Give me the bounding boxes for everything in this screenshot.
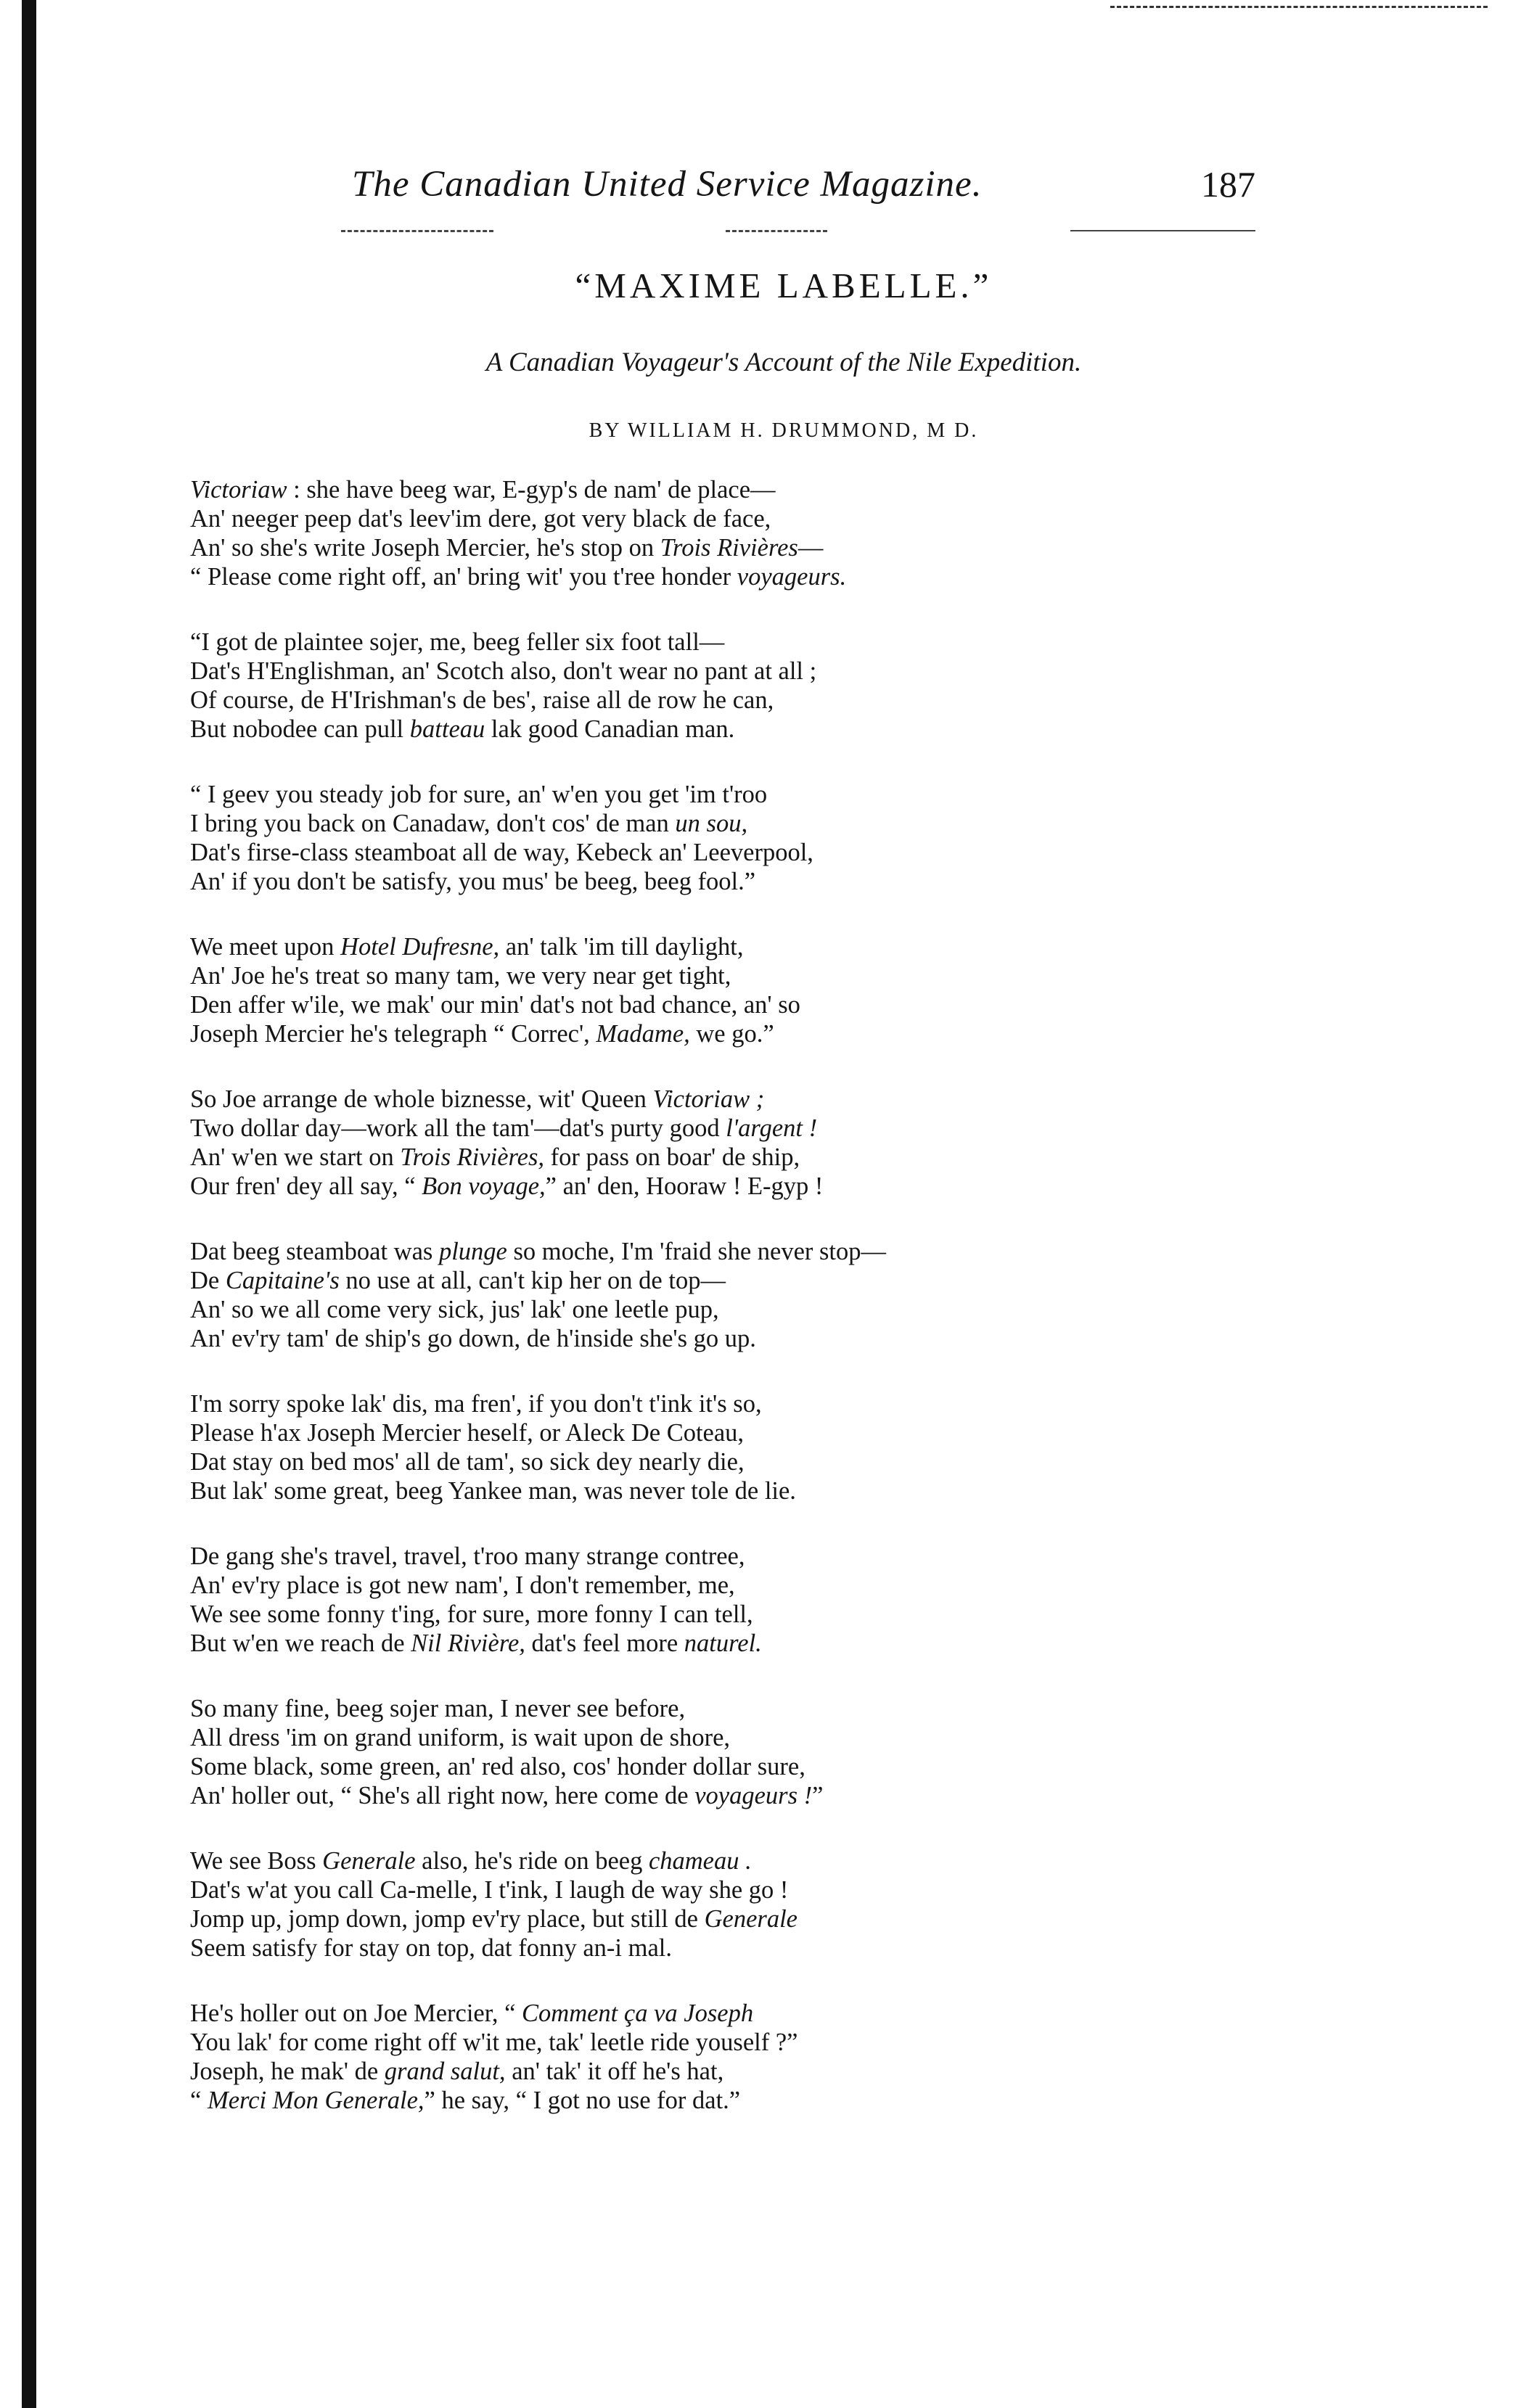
line-text: But lak' some great, beeg Yankee man, was never tole de lie. (190, 1477, 796, 1505)
italic-phrase: chameau . (648, 1847, 752, 1875)
line-text: lak good Canadian man. (485, 715, 735, 743)
line-text: ” (812, 1782, 824, 1809)
line-text: An' neeger peep dat's leev'im dere, got very black de face, (190, 505, 771, 533)
line-text: we go.” (689, 1020, 774, 1048)
italic-phrase: plunge (438, 1238, 507, 1265)
poem-line (190, 1875, 1148, 1904)
header-rule-left (341, 230, 493, 232)
top-rule (1110, 6, 1488, 8)
line-text: De gang she's travel, travel, t'roo many strange contree, (190, 1542, 745, 1570)
poem-line (190, 1418, 1148, 1447)
line-text: ” an' den, Hooraw ! E-gyp ! (545, 1172, 824, 1200)
poem-line (190, 1143, 1148, 1172)
line-text: Of course, de H'Irishman's de bes', raise all de row he can, (190, 686, 774, 714)
line-text: Seem satisfy for stay on top, dat fonny an-i mal. (190, 1934, 672, 1962)
italic-phrase: Hotel Dufresne, (340, 933, 500, 961)
line-text: “ Please come right off, an' bring wit' you t'ree honder (190, 563, 737, 591)
line-text: Dat beeg steamboat was (190, 1238, 439, 1265)
poem-line (190, 780, 1148, 809)
italic-phrase: Trois Rivières, (400, 1143, 545, 1171)
poem-line (190, 715, 1148, 744)
italic-phrase: Victoriaw ; (652, 1085, 765, 1113)
italic-phrase: Trois Rivières (660, 534, 798, 562)
poem-line (190, 1723, 1148, 1752)
stanza (190, 1085, 1148, 1201)
stanza (190, 932, 1148, 1048)
poem-line (190, 1324, 1148, 1353)
poem-title: “MAXIME LABELLE.” (575, 266, 993, 305)
poem-line (190, 1571, 1148, 1600)
line-text: He's holler out on Joe Mercier, “ (190, 2000, 522, 2027)
poem-line (190, 2057, 1148, 2086)
line-text: An' holler out, “ She's all right now, here come de (190, 1782, 695, 1809)
line-text: Two dollar day—work all the tam'—dat's purty good (190, 1114, 726, 1142)
line-text: Dat's firse-class steamboat all de way, Kebeck an' Leeverpool, (190, 839, 813, 866)
poem-line (190, 1846, 1148, 1875)
line-text: : she have beeg war, E-gyp's de nam' de place— (287, 476, 776, 504)
line-text: An' ev'ry place is got new nam', I don't remember, me, (190, 1571, 735, 1599)
poem-line (190, 1476, 1148, 1505)
line-text: ” he say, “ I got no use for dat.” (424, 2087, 741, 2114)
poem-line (190, 686, 1148, 715)
stanza (190, 1389, 1148, 1505)
line-text: So Joe arrange de whole biznesse, wit' Queen (190, 1085, 653, 1113)
italic-phrase: naturel. (684, 1630, 762, 1657)
poem-line (190, 838, 1148, 867)
italic-phrase: Generale (704, 1905, 797, 1933)
poem-line (190, 1019, 1148, 1048)
poem-line (190, 1237, 1148, 1266)
stanza (190, 1999, 1148, 2115)
line-text: De (190, 1267, 226, 1294)
line-text: — (797, 534, 824, 562)
italic-phrase: Merci Mon Generale, (207, 2087, 425, 2114)
poem-line (190, 1172, 1148, 1201)
line-text: We see Boss (190, 1847, 323, 1875)
stanza (190, 1542, 1148, 1658)
line-text: “ (190, 2087, 208, 2114)
line-text: Please h'ax Joseph Mercier heself, or Aleck De Coteau, (190, 1419, 745, 1447)
poem-subtitle: A Canadian Voyageur's Account of the Nile Expedition. (485, 348, 1082, 377)
poem-line (190, 1694, 1148, 1723)
header-rule-right (1070, 230, 1255, 231)
running-title: The Canadian United Service Magazine. (352, 164, 983, 205)
line-text: All dress 'im on grand uniform, is wait upon de shore, (190, 1724, 731, 1751)
running-header (341, 163, 1255, 229)
line-text: no use at all, can't kip her on de top— (339, 1267, 726, 1294)
page-number: 187 (1201, 164, 1255, 205)
poem-line (190, 990, 1148, 1019)
line-text: I bring you back on Canadaw, don't cos' de man (190, 810, 676, 837)
italic-phrase: voyageurs ! (694, 1782, 813, 1809)
italic-phrase: un sou, (675, 810, 748, 837)
poem-line (190, 1600, 1148, 1629)
poem-line (190, 504, 1148, 533)
poem-line (190, 809, 1148, 838)
line-text: Dat's w'at you call Ca-melle, I t'ink, I laugh de way she go ! (190, 1876, 789, 1904)
line-text: We see some fonny t'ing, for sure, more fonny I can tell, (190, 1600, 753, 1628)
italic-phrase: Capitaine's (225, 1267, 340, 1294)
line-text: also, he's ride on beeg (415, 1847, 649, 1875)
poem-line (190, 2086, 1148, 2115)
italic-phrase: Bon voyage, (422, 1172, 546, 1200)
header-rule-center (726, 230, 827, 232)
poem-line (190, 533, 1148, 562)
line-text: An' so we all come very sick, jus' lak' one leetle pup, (190, 1296, 719, 1323)
line-text: So many fine, beeg sojer man, I never see before, (190, 1695, 686, 1722)
scan-edge (22, 0, 36, 2408)
line-text: An' so she's write Joseph Mercier, he's stop on (190, 534, 660, 562)
line-text: Dat stay on bed mos' all de tam', so sick dey nearly die, (190, 1448, 745, 1476)
poem-line (190, 628, 1148, 657)
stanza (190, 475, 1148, 591)
poem-line (190, 1266, 1148, 1295)
italic-phrase: grand salut, (384, 2058, 506, 2085)
line-text: “ I geev you steady job for sure, an' w'en you get 'im t'roo (190, 781, 768, 808)
line-text: “I got de plaintee sojer, me, beeg feller six foot tall— (190, 628, 725, 656)
line-text: Joseph, he mak' de (190, 2058, 385, 2085)
italic-phrase: Nil Rivière, (411, 1630, 525, 1657)
italic-phrase: Generale (322, 1847, 416, 1875)
poem-line (190, 475, 1148, 504)
line-text: an' talk 'im till daylight, (499, 933, 744, 961)
italic-phrase: Comment ça va Joseph (522, 2000, 754, 2027)
italic-phrase: l'argent ! (726, 1114, 818, 1142)
poem-line (190, 1447, 1148, 1476)
poem-line (190, 657, 1148, 686)
italic-phrase: voyageurs. (737, 563, 847, 591)
poem-line (190, 1389, 1148, 1418)
line-text: Jomp up, jomp down, jomp ev'ry place, but still de (190, 1905, 705, 1933)
stanza (190, 1237, 1148, 1353)
line-text: We meet upon (190, 933, 341, 961)
poem-line (190, 1904, 1148, 1934)
poem-line (190, 932, 1148, 961)
italic-phrase: Madame, (596, 1020, 690, 1048)
stanza (190, 1846, 1148, 1963)
stanza (190, 1694, 1148, 1810)
line-text: Den affer w'ile, we mak' our min' dat's not bad chance, an' so (190, 991, 800, 1019)
poem-line (190, 1085, 1148, 1114)
poem-line (190, 1629, 1148, 1658)
poem-line (190, 961, 1148, 990)
line-text: so moche, I'm 'fraid she never stop— (507, 1238, 887, 1265)
line-text: an' tak' it off he's hat, (505, 2058, 724, 2085)
line-text: for pass on boar' de ship, (544, 1143, 800, 1171)
poem-line (190, 1934, 1148, 1963)
line-text: You lak' for come right off w'it me, tak' leetle ride youself ?” (190, 2029, 798, 2056)
line-text: But nobodee can pull (190, 715, 410, 743)
line-text: Dat's H'Englishman, an' Scotch also, don't wear no pant at all ; (190, 657, 817, 685)
line-text: Our fren' dey all say, “ (190, 1172, 422, 1200)
poem-line (190, 1752, 1148, 1781)
poem-line (190, 1295, 1148, 1324)
line-text: An' ev'ry tam' de ship's go down, de h'inside she's go up. (190, 1325, 756, 1352)
poem-line (190, 1999, 1148, 2028)
line-text: But w'en we reach de (190, 1630, 411, 1657)
line-text: An' w'en we start on (190, 1143, 401, 1171)
line-text: I'm sorry spoke lak' dis, ma fren', if you don't t'ink it's so, (190, 1390, 762, 1418)
line-text: Some black, some green, an' red also, cos' honder dollar sure, (190, 1753, 805, 1780)
line-text: An' if you don't be satisfy, you mus' be beeg, beeg fool.” (190, 868, 756, 895)
poem-line (190, 1114, 1148, 1143)
line-text: dat's feel more (525, 1630, 684, 1657)
poem-line (190, 1542, 1148, 1571)
poem-byline: BY WILLIAM H. DRUMMOND, M D. (589, 419, 979, 442)
stanza (190, 780, 1148, 896)
poem-body (190, 475, 1148, 2151)
poem-line (190, 562, 1148, 591)
line-text: Joseph Mercier he's telegraph “ Correc', (190, 1020, 596, 1048)
stanza (190, 628, 1148, 744)
line-text: An' Joe he's treat so many tam, we very near get tight, (190, 962, 731, 990)
poem-line (190, 2028, 1148, 2057)
italic-phrase: Victoriaw (190, 476, 287, 504)
poem-line (190, 1781, 1148, 1810)
poem-line (190, 867, 1148, 896)
italic-phrase: batteau (409, 715, 485, 743)
